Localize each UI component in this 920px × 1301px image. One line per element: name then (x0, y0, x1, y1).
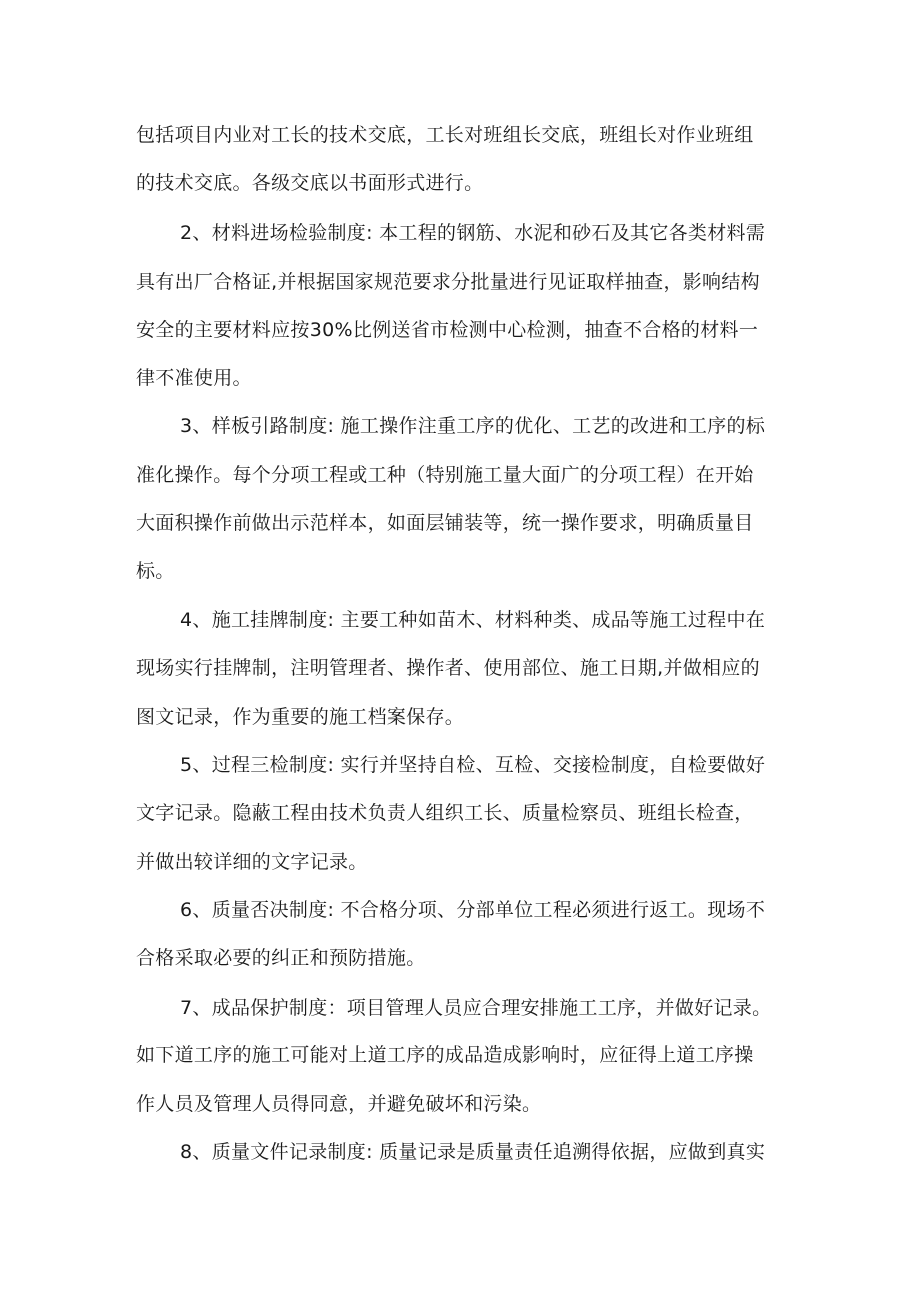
text-line: 准化操作。每个分项工程或工种（特别施工量大面广的分项工程）在开始 (136, 464, 754, 486)
paragraph-8-line: 8、质量文件记录制度: 质量记录是质量责任追溯得依据，应做到真实 (180, 1141, 766, 1163)
paragraph-2-line: 2、材料进场检验制度: 本工程的钢筋、水泥和砂石及其它各类材料需 (180, 222, 766, 244)
text-line: 律不准使用。 (136, 367, 252, 389)
text-line: 具有出厂合格证,并根据国家规范要求分批量进行见证取样抽查，影响结构 (136, 271, 760, 293)
text-line: 并做出较详细的文字记录。 (136, 851, 368, 873)
paragraph-5-line: 5、过程三检制度: 实行并坚持自检、互检、交接检制度，自检要做好 (180, 754, 766, 776)
paragraph-4-line: 4、施工挂牌制度: 主要工种如苗木、材料种类、成品等施工过程中在 (180, 609, 766, 631)
text-line: 安全的主要材料应按30%比例送省市检测中心检测，抽查不合格的材料一 (136, 319, 759, 341)
text-line: 的技术交底。各级交底以书面形式进行。 (136, 172, 484, 194)
text-line: 合格采取必要的纠正和预防措施。 (136, 947, 426, 969)
text-line: 如下道工序的施工可能对上道工序的成品造成影响时，应征得上道工序操 (136, 1044, 754, 1066)
text-line: 现场实行挂牌制，注明管理者、操作者、使用部位、施工日期,并做相应的 (136, 657, 760, 679)
paragraph-6-line: 6、质量否决制度: 不合格分项、分部单位工程必须进行返工。现场不 (180, 899, 766, 921)
text-line: 包括项目内业对工长的技术交底，工长对班组长交底，班组长对作业班组 (136, 124, 754, 146)
text-line: 作人员及管理人员得同意，并避免破坏和污染。 (136, 1093, 542, 1115)
text-line: 大面积操作前做出示范样本，如面层铺装等，统一操作要求，明确质量目 (136, 512, 754, 534)
text-line: 文字记录。隐蔽工程由技术负责人组织工长、质量检察员、班组长检查， (136, 802, 754, 824)
paragraph-7-line: 7、成品保护制度：项目管理人员应合理安排施工工序，并做好记录。 (180, 997, 772, 1019)
text-line: 图文记录，作为重要的施工档案保存。 (136, 706, 465, 728)
text-line: 标。 (136, 560, 175, 582)
paragraph-3-line: 3、样板引路制度: 施工操作注重工序的优化、工艺的改进和工序的标 (180, 415, 766, 437)
